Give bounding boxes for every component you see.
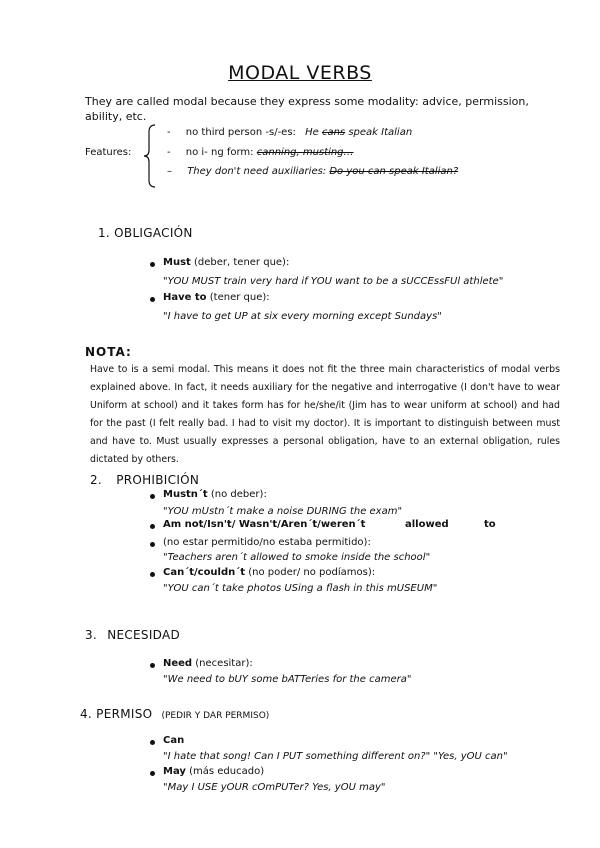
list-item-may: May (más educado) [163,766,265,777]
example-not-allowed: "Teachers aren´t allowed to smoke inside the school" [163,552,431,563]
example-must: "YOU MUST train very hard if YOU want to be a sUCCEssFUl athlete" [163,276,504,287]
bullet-icon [150,663,155,668]
nota-body: Have to is a semi modal. This means it does not fit the three main characteristics of modal verbs explained above. In fact, it needs auxiliary for the negative and interrogative (I don't have to wear Uniform at school) and it takes form has for he/she/it (Jim has to wear uniform at school) and had for the past (I felt really bad. I had to visit my doctor). It is important to distinguish between must and have to. Must usually expresses a personal obligation, have to an external obligation, rules dictated by others. [90,364,560,465]
list-item-must: Must (deber, tener que): [163,257,290,268]
bullet-icon [150,740,155,745]
section-heading-permiso: 4. PERMISO (PEDIR Y DAR PERMISO) [80,707,270,721]
section-heading-obligacion: 1. OBLIGACIÓN [98,226,193,240]
features-label: Features: [85,147,132,158]
list-item-cant: Can´t/couldn´t (no poder/ no podíamos): [163,567,376,578]
intro-line-2: ability, etc. [85,110,147,123]
list-item-mustnt: Mustn´t (no deber): [163,489,267,500]
page-title: MODAL VERBS [228,62,372,84]
bullet-icon [150,262,155,267]
example-may: "May I USE yOUR cOmPUTer? Yes, yOU may" [163,782,386,793]
term-to: to [484,519,496,530]
curly-brace-icon [143,124,157,188]
feature-item-1: - no third person -s/-es: He cans speak Italian [167,127,413,138]
example-have-to: "I have to get UP at six every morning except Sundays" [163,311,442,322]
list-item-need: Need (necesitar): [163,658,253,669]
example-need: "We need to bUY some bATTeries for the camera" [163,674,412,685]
feature-item-3: – They don't need auxiliaries: Do you can speak Italian? [167,166,459,177]
bullet-icon [150,524,155,529]
example-mustnt: "YOU mUstn´t make a noise DURING the exam" [163,506,403,517]
intro-line-1: They are called modal because they express some modality: advice, permission, [85,95,529,108]
list-item-have-to: Have to (tener que): [163,292,270,303]
section-heading-necesidad: 3. NECESIDAD [85,628,181,642]
list-item-not-allowed: Am not/Isn't/ Wasn't/Aren´t/weren´t [163,519,366,530]
feature-marker: - [167,127,171,138]
example-can: "I hate that song! Can I PUT something different on?" "Yes, yOU can" [163,751,508,762]
gloss-not-allowed: (no estar permitido/no estaba permitido): [163,537,371,548]
feature-item-2: - no i- ng form: canning, musting… [167,147,354,158]
feature-marker: – [167,166,172,177]
bullet-icon [150,494,155,499]
section-heading-prohibicion: 2. PROHIBICIÓN [90,473,200,487]
bullet-icon [150,297,155,302]
bullet-icon [150,572,155,577]
bullet-icon [150,542,155,547]
feature-marker: - [167,147,171,158]
nota-heading: NOTA: [85,345,132,359]
example-cant: "YOU can´t take photos USing a flash in this mUSEUM" [163,583,438,594]
term-allowed: allowed [405,519,449,530]
bullet-icon [150,771,155,776]
list-item-can: Can [163,735,185,746]
